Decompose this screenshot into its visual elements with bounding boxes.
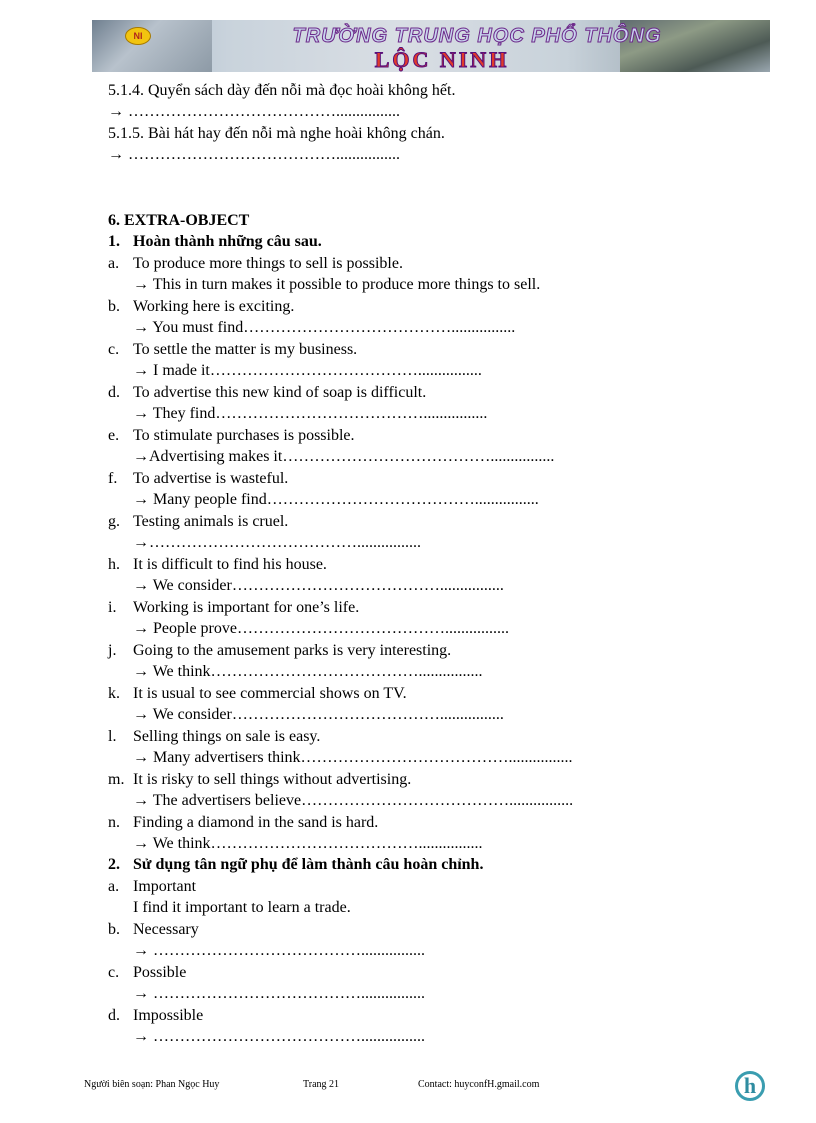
- answer-line: → We consider…………………………………................: [133, 577, 504, 594]
- answer-line: →…………………………………................: [133, 534, 421, 551]
- item-text: Possible: [133, 964, 187, 981]
- part1-title: Hoàn thành những câu sau.: [133, 233, 322, 250]
- exercise-item-text: 5.1.5. Bài hát hay đến nỗi mà nghe hoài không chán.: [108, 125, 445, 142]
- answer-line: → We think…………………………………................: [133, 835, 483, 852]
- exercise-item-text: 5.1.4. Quyển sách dày đến nỗi mà đọc hoài không hết.: [108, 82, 456, 99]
- item-text: To advertise this new kind of soap is difficult.: [133, 384, 427, 401]
- answer-line: → …………………………………................: [133, 1028, 425, 1045]
- item-text: Important: [133, 878, 197, 895]
- answer-line: → …………………………………................: [133, 942, 425, 959]
- item-letter: k.: [108, 685, 120, 702]
- section-title: 6. EXTRA-OBJECT: [108, 212, 250, 229]
- item-text: Necessary: [133, 921, 199, 938]
- item-text: Working here is exciting.: [133, 298, 295, 315]
- item-text: Impossible: [133, 1007, 204, 1024]
- item-letter: a.: [108, 878, 120, 895]
- footer-author: Người biên soạn: Phan Ngọc Huy: [84, 1079, 220, 1090]
- item-text: To settle the matter is my business.: [133, 341, 358, 358]
- answer-line: →Advertising makes it…………………………………................: [133, 448, 555, 465]
- item-text: Working is important for one’s life.: [133, 599, 360, 616]
- item-letter: j.: [108, 642, 117, 659]
- answer-line: → This in turn makes it possible to produce more things to sell.: [133, 276, 541, 293]
- item-letter: e.: [108, 427, 120, 444]
- item-letter: i.: [108, 599, 117, 616]
- answer-line: → Many advertisers think…………………………………................: [133, 749, 573, 766]
- item-letter: g.: [108, 513, 120, 530]
- item-letter: b.: [108, 298, 120, 315]
- answer-line: → …………………………………................: [133, 985, 425, 1002]
- school-name-line1: TRƯỜNG TRUNG HỌC PHỔ THÔNG: [292, 25, 662, 47]
- school-logo: NI: [125, 27, 151, 45]
- item-letter: f.: [108, 470, 118, 487]
- answer-line: → They find…………………………………................: [133, 405, 488, 422]
- item-text: To stimulate purchases is possible.: [133, 427, 355, 444]
- item-letter: d.: [108, 384, 120, 401]
- item-letter: h.: [108, 556, 120, 573]
- item-text: Selling things on sale is easy.: [133, 728, 321, 745]
- item-text: Testing animals is cruel.: [133, 513, 289, 530]
- item-text: It is difficult to find his house.: [133, 556, 327, 573]
- answer-line: → Many people find…………………………………................: [133, 491, 539, 508]
- answer-line: → …………………………………................: [108, 146, 400, 163]
- item-text: Going to the amusement parks is very interesting.: [133, 642, 452, 659]
- answer-line: → You must find…………………………………................: [133, 319, 516, 336]
- footer-logo-icon: h: [735, 1071, 765, 1101]
- part1-number: 1.: [108, 233, 120, 250]
- footer-contact: Contact: huyconfH.gmail.com: [418, 1079, 540, 1090]
- banner-photo-left: [92, 20, 212, 72]
- item-letter: c.: [108, 964, 120, 981]
- item-text: To produce more things to sell is possible.: [133, 255, 403, 272]
- answer-line: → The advertisers believe…………………………………................: [133, 792, 574, 809]
- item-letter: m.: [108, 771, 125, 788]
- header-banner: [92, 20, 770, 72]
- item-text: Finding a diamond in the sand is hard.: [133, 814, 379, 831]
- item-letter: d.: [108, 1007, 120, 1024]
- item-letter: c.: [108, 341, 120, 358]
- item-letter: b.: [108, 921, 120, 938]
- item-text: It is risky to sell things without advertising.: [133, 771, 412, 788]
- item-letter: a.: [108, 255, 120, 272]
- item-letter: n.: [108, 814, 120, 831]
- answer-line: I find it important to learn a trade.: [133, 899, 351, 916]
- answer-line: → People prove…………………………………................: [133, 620, 509, 637]
- answer-line: → We consider…………………………………................: [133, 706, 504, 723]
- item-letter: l.: [108, 728, 117, 745]
- item-text: It is usual to see commercial shows on TV.: [133, 685, 407, 702]
- answer-line: → We think…………………………………................: [133, 663, 483, 680]
- footer-page-number: Trang 21: [303, 1079, 340, 1090]
- part2-title: Sử dụng tân ngữ phụ để làm thành câu hoàn chỉnh.: [133, 856, 484, 873]
- answer-line: → I made it…………………………………................: [133, 362, 482, 379]
- item-text: To advertise is wasteful.: [133, 470, 289, 487]
- school-name-line2: LỘC NINH: [374, 47, 510, 72]
- part2-number: 2.: [108, 856, 120, 873]
- answer-line: → …………………………………................: [108, 103, 400, 120]
